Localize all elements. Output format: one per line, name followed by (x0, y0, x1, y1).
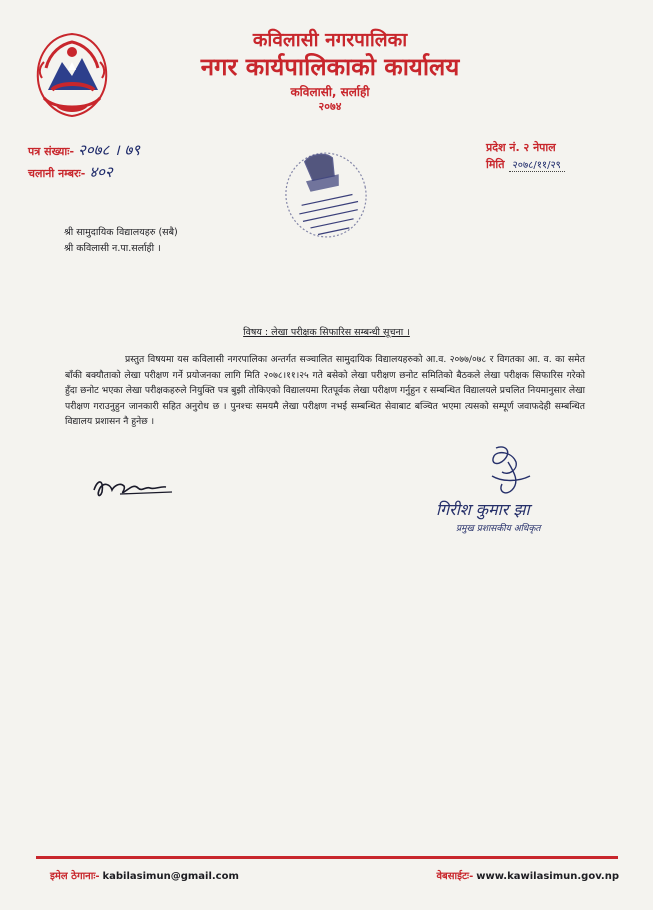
office-stamp (282, 148, 370, 242)
letterhead (120, 28, 540, 114)
chalani-value: ४०२ (89, 163, 113, 181)
recipient-line: श्री कविलासी न.पा.सर्लाही । (64, 243, 161, 254)
recipients (64, 225, 178, 257)
footer-website (436, 868, 619, 882)
website-label: वेबसाईटः- (436, 871, 474, 882)
letter-body: प्रस्तुत विषयमा यस कविलासी नगरपालिका अन्तर्गत सञ्चालित सामुदायिक विद्यालयहरुको आ.व. २०७७/०७८ र विगतका आ. व. का समेत बाँकी बक्यौताको लेखा परीक्षण गर्ने प्रयोजनका लागि मिति २०७८।११।२५ गते बसेको लेखा परीक्षण छनोट समितिको बैठकले लेखा परीक्षक सिफारिस गरेको हुँदा छनोट भएका लेखा परीक्षकहरुले नियुक्ति पत्र बुझी तोकिएको विद्यालयमा रितपूर्वक लेखा परीक्षण गर्नुहुन र सम्बन्धित विद्यालयले प्रचलित नियमानुसार लेखा परीक्षण गराउनुहुन जानकारी सहित अनुरोध छ । पुनश्चः समयमै लेखा परीक्षण नभई सम्बन्धित सेवाबाट बञ्चित भएमा त्यसको सम्पूर्ण जवाफदेही सम्बन्धित विद्यालय प्रशासन नै हुनेछ । (65, 354, 585, 428)
handwritten-signature (90, 472, 180, 502)
nepal-emblem-logo (28, 28, 116, 123)
signatory-signature (472, 442, 542, 502)
chalani-number (28, 162, 113, 182)
subject-line (0, 325, 653, 338)
province-line: प्रदेश नं. २ नेपाल (486, 141, 556, 154)
patra-value: २०७८ । ७९ (78, 141, 141, 159)
email-label: इमेल ठेगानाः- (50, 871, 100, 882)
patra-label: पत्र संख्याः- (28, 145, 75, 158)
municipality-name: कविलासी नगरपालिका (252, 29, 408, 51)
footer-divider (36, 856, 618, 859)
date-label: मिति (486, 158, 505, 171)
website-link[interactable]: www.kawilasimun.gov.np (476, 871, 619, 882)
recipient-line: श्री सामुदायिक विद्यालयहरु (सबै) (64, 227, 178, 238)
date-line (486, 157, 565, 172)
office-address: कविलासी, सर्लाही (290, 85, 370, 99)
signatory-name: गिरीश कुमार झा (436, 500, 530, 519)
signatory-title: प्रमुख प्रशासकीय अधिकृत (456, 524, 541, 534)
subject-text: विषय : लेखा परीक्षक सिफारिस सम्बन्धी सूचना । (243, 327, 410, 338)
email-link[interactable]: kabilasimun@gmail.com (102, 871, 239, 882)
footer-email (50, 868, 239, 882)
office-name: नगर कार्यपालिकाको कार्यालय (200, 53, 460, 81)
chalani-label: चलानी नम्बरः- (28, 167, 86, 180)
patra-sankhya (28, 140, 140, 160)
date-value: २०७८/११/२९ (509, 160, 565, 172)
established-year: २०७४ (318, 100, 342, 113)
